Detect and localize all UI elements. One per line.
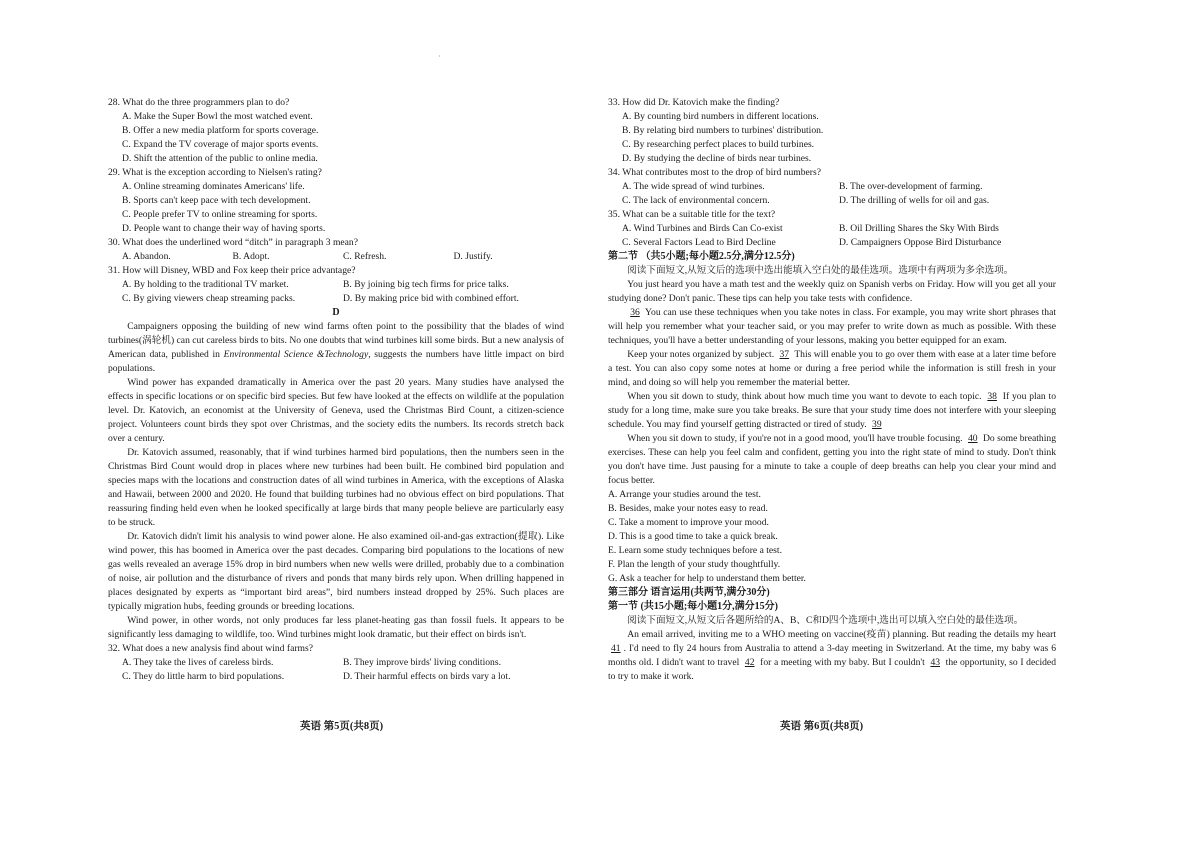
blank-43: 43 [930,657,941,668]
blank-37: 37 [779,349,790,360]
option: C. They do little harm to bird populations. [122,671,285,682]
question-35 [608,208,1056,250]
passage-paragraph: When you sit down to study, if you're not in a good mood, you'll have trouble focusing. 40 Do some breathing exercises. These can help you feel calm and confident, getting you into the right state of mind to study. Don't think you don't have time. Just pausing for a minute to take a couple of deep breaths can help you clear your mind and focus better. [608,433,1056,486]
option: D. Campaigners Oppose Bird Disturbance [839,237,1002,248]
option: B. They improve birds' living conditions. [343,657,501,668]
option: A. They take the lives of careless birds. [122,657,274,668]
passage-paragraph: You just heard you have a math test and the weekly quiz on Spanish verbs on Friday. How will you get all your studying done? Don't panic. These tips can help you take tests with confidence. [608,279,1056,304]
right-page [608,96,1056,684]
option: B. By joining big tech firms for price talks. [343,279,509,290]
passage-paragraph: 36 You can use these techniques when you take notes in class. For example, you may write short phrases that will help you remember what your teacher said, or you may prefer to write down as much as possible. With these techniques, you'll have a better understanding of your lessons, making you better equipped for an exam. [608,307,1056,346]
blank-42: 42 [744,657,755,668]
question-stem: 32. What does a new analysis find about wind farms? [108,643,313,654]
option: D. By making price bid with combined effort. [343,293,519,304]
option: D. Their harmful effects on birds vary a lot. [343,671,511,682]
left-page [108,96,564,684]
question-stem: 28. What do the three programmers plan to do? [108,97,290,108]
option: B. Offer a new media platform for sports coverage. [122,125,319,136]
option: C. The lack of environmental concern. [622,195,770,206]
section-title: 第一节 (共15小题;每小题1分,满分15分) [608,601,778,612]
option: D. People want to change their way of having sports. [122,223,326,234]
question-stem: 29. What is the exception according to Nielsen's rating? [108,167,322,178]
option: B. Oil Drilling Shares the Sky With Birds [839,223,999,234]
choice: B. Besides, make your notes easy to read. [608,503,768,514]
option: B. Sports can't keep pace with tech development. [122,195,311,206]
option: C. By researching perfect places to build turbines. [622,139,815,150]
option: A. By counting bird numbers in different locations. [622,111,819,122]
question-stem: 31. How will Disney, WBD and Fox keep their price advantage? [108,265,356,276]
question-28 [108,96,564,166]
choice: F. Plan the length of your study thoughtfully. [608,559,781,570]
blank-39: 39 [872,419,882,430]
blank-40: 40 [967,433,978,444]
option: C. People prefer TV to online streaming for sports. [122,209,318,220]
journal-title: Environmental Science &Technology [223,349,369,360]
question-31 [108,264,564,306]
passage-paragraph: Wind power, in other words, not only produces far less planet-heating gas than fossil fuels. It appears to be significantly less damaging to wildlife, too. Wind turbines might look dramatic, but their effect on birds isn't. [108,615,564,640]
section-title: 第二节 （共5小题;每小题2.5分,满分12.5分) [608,251,795,262]
blank-36: 36 [630,307,640,318]
question-34 [608,166,1056,208]
question-29 [108,166,564,236]
answer-choices [608,488,1056,586]
option: A. Make the Super Bowl the most watched event. [122,111,313,122]
option: A. Abandon. [122,251,171,262]
cloze-paragraph: An email arrived, inviting me to a WHO meeting on vaccine(疫苗) planning. But reading the details my heart 41 . I'd need to fly 24 hours from Australia to attend a 3-day meeting in Switzerland. At the time, my baby was 6 months old. I didn't want to travel 42 for a meeting with my baby. But I couldn't 43 the opportunity, so I decided to try to make it work. [608,629,1056,682]
question-32 [108,642,564,684]
option: D. By studying the decline of birds near turbines. [622,153,812,164]
blank-41: 41 [611,643,621,654]
option: B. Adopt. [232,251,270,262]
option: C. Expand the TV coverage of major sports events. [122,139,319,150]
part-title: 第三部分 语言运用(共两节,满分30分) [608,587,770,598]
option: C. Refresh. [343,251,387,262]
option: D. Justify. [453,251,493,262]
option: B. By relating bird numbers to turbines' distribution. [622,125,824,136]
option: C. Several Factors Lead to Bird Decline [622,237,776,248]
passage-paragraph: Campaigners opposing the building of new wind farms often point to the possibility that the blades of wind turbines(涡轮机) can cut careless birds to bits. No one doubts that wind turbines kill some birds. But a new analysis of American data, published in Environmental Science &Technology, suggests the numbers have little impact on bird populations. [108,321,565,374]
passage-paragraph: When you sit down to study, think about how much time you want to devote to each topic. 38 If you plan to study for a long time, make sure you take breaks. Be sure that your study time does not interfere with your sleeping schedule. You may find yourself getting distracted or tired of study. 39 [608,391,1056,430]
passage-label: D [332,307,340,318]
option: A. By holding to the traditional TV market. [122,279,289,290]
option: C. By giving viewers cheap streaming packs. [122,293,296,304]
question-33 [608,96,1056,166]
option: A. Online streaming dominates Americans' life. [122,181,305,192]
question-30 [108,236,564,264]
question-stem: 30. What does the underlined word “ditch” in paragraph 3 mean? [108,237,358,248]
passage-paragraph: Wind power has expanded dramatically in America over the past 20 years. Many studies have analysed the effects in specific locations or on specific bird species. But few have looked at the effects on wildlife at the population level. Dr. Katovich, an economist at the University of Geneva, used the Christmas Bird Count, a citizen-science project. Volunteers count birds they spot over Christmas, and the society edits the numbers. Its records stretch back over a century. [108,377,564,444]
choice: D. This is a good time to take a quick break. [608,531,778,542]
section-instructions: 阅读下面短文,从短文后的选项中选出能填入空白处的最佳选项。选项中有两项为多余选项。 [627,265,1014,276]
blank-38: 38 [987,391,997,402]
section-instructions: 阅读下面短文,从短文后各题所给的A、B、C和D四个选项中,选出可以填入空白处的最佳选项。 [627,615,1024,626]
option: D. Shift the attention of the public to online media. [122,153,318,164]
choice: A. Arrange your studies around the test. [608,489,761,500]
choice: G. Ask a teacher for help to understand them better. [608,573,806,584]
option: B. The over-development of farming. [839,181,983,192]
option: D. The drilling of wells for oil and gas. [839,195,990,206]
choice: E. Learn some study techniques before a test. [608,545,782,556]
passage-paragraph: Dr. Katovich assumed, reasonably, that if wind turbines harmed bird populations, then the numbers seen in the Christmas Bird Count would drop in places where new turbines had been built. He combined bird population and species maps with the locations and construction dates of all wind turbines in America, with the exceptions of Alaska and Hawaii, between 2000 and 2020. He found that building turbines had no obvious effect on bird populations. That reassuring finding held even when he looked specifically at large birds that many people believe are particularly easy to be struck. [108,447,564,528]
question-stem: 35. What can be a suitable title for the text? [608,209,776,220]
passage-paragraph: Dr. Katovich didn't limit his analysis to wind power alone. He also examined oil-and-gas extraction(提取). Like wind power, this has boomed in America over the past decades. Comparing bird populations to the locations of new gas wells revealed an average 15% drop in bird numbers when new wells were drilled, probably due to a combination of noise, air pollution and the disturbance of rivers and ponds that many birds rely upon. When drilling happened in places designated by experts as “important bird areas”, bird numbers instead dropped by 25%. Such places are typically migration hubs, feeding grounds or breeding locations. [108,531,564,612]
passage-paragraph: Keep your notes organized by subject. 37 This will enable you to go over them with ease at a later time before a test. You can also copy some notes at home or during a free period while the information is still fresh in your mind, and doing so will help you remember the material better. [608,349,1056,388]
choice: C. Take a moment to improve your mood. [608,517,769,528]
page-footer: 英语 第6页(共8页) [780,721,864,732]
option: A. Wind Turbines and Birds Can Co-exist [622,223,783,234]
page-footer: 英语 第5页(共8页) [300,721,384,732]
question-stem: 34. What contributes most to the drop of bird numbers? [608,167,821,178]
option: A. The wide spread of wind turbines. [622,181,765,192]
scan-mark: · [438,52,441,61]
question-stem: 33. How did Dr. Katovich make the finding? [608,97,780,108]
